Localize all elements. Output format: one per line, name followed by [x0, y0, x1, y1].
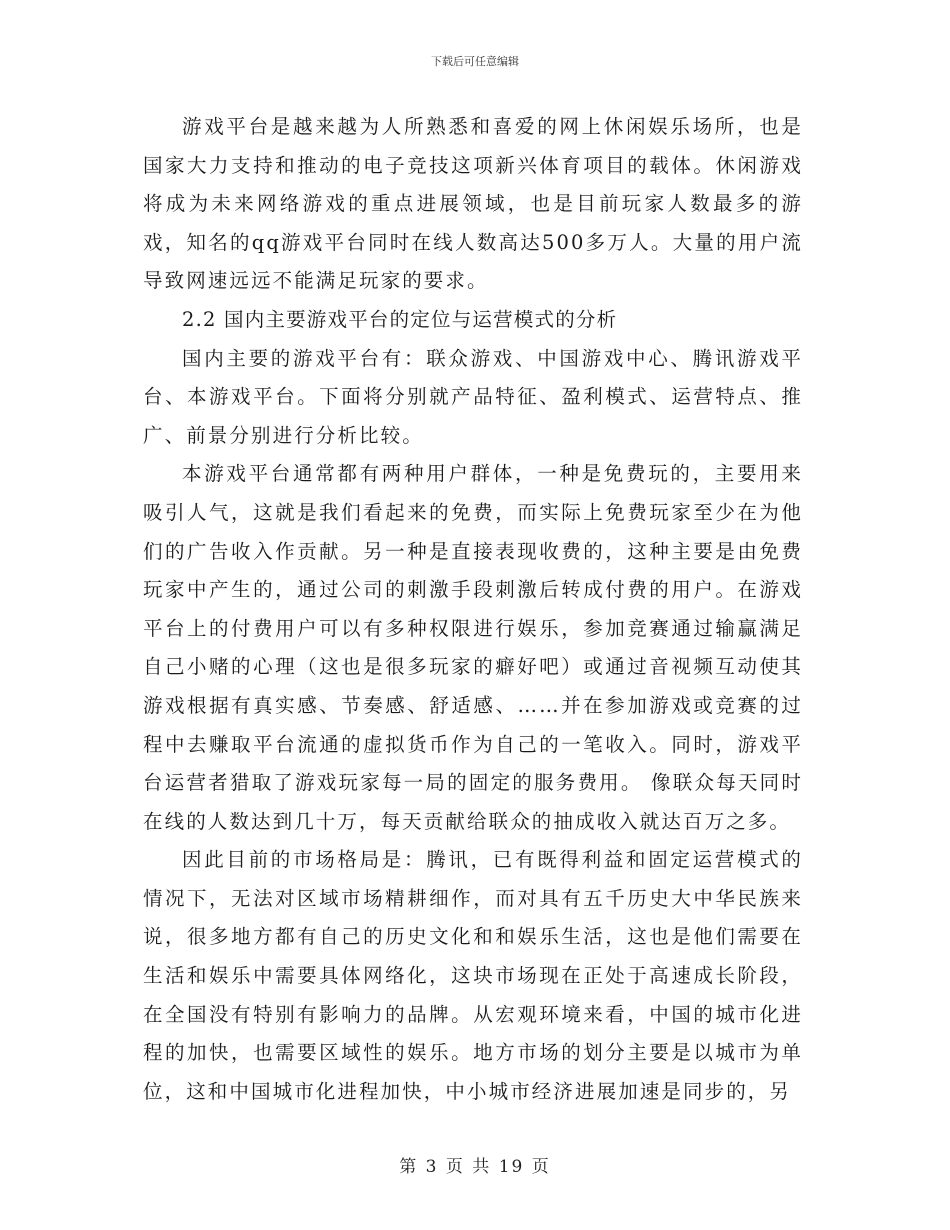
page-footer: 第 3 页 共 19 页 — [399, 1157, 551, 1177]
paragraph-platforms: 国内主要的游戏平台有：联众游戏、中国游戏中心、腾讯游戏平台、本游戏平台。下面将分别就产品特征、盈利模式、运营特点、推广、前景分别进行分析比较。 — [143, 346, 803, 447]
paragraph-market-structure: 因此目前的市场格局是：腾讯，已有既得利益和固定运营模式的情况下，无法对区域市场精耕细作，而对具有五千历史大中华民族来说，很多地方都有自己的历史文化和和娱乐生活，这也是他们需要在生活和娱乐中需要具体网络化，这块市场现在正处于高速成长阶段，在全国没有特别有影响力的品牌。从宏观环境来看，中国的城市化进程的加快，也需要区域性的娱乐。地方市场的划分主要是以城市为单位，这和中国城市化进程加快，中小城市经济进展加速是同步的，另 — [143, 848, 803, 1103]
page-header: 下载后可任意编辑 — [431, 55, 519, 68]
paragraph-intro: 游戏平台是越来越为人所熟悉和喜爱的网上休闲娱乐场所，也是国家大力支持和推动的电子竞技这项新兴体育项目的载体。休闲游戏将成为未来网络游戏的重点进展领域，也是目前玩家人数最多的游戏，知名的qq游戏平台同时在线人数高达500多万人。大量的用户流导致网速远远不能满足玩家的要求。 — [143, 115, 803, 293]
section-heading: 2.2 国内主要游戏平台的定位与运营模式的分析 — [182, 307, 618, 331]
document-body — [143, 108, 803, 1111]
paragraph-user-groups: 本游戏平台通常都有两种用户群体，一种是免费玩的，主要用来吸引人气，这就是我们看起来的免费，而实际上免费玩家至少在为他们的广告收入作贡献。另一种是直接表现收费的，这种主要是由免费玩家中产生的，通过公司的刺激手段刺激后转成付费的用户。在游戏平台上的付费用户可以有多种权限进行娱乐，参加竞赛通过输赢满足自己小赌的心理（这也是很多玩家的癖好吧）或通过音视频互动使其游戏根据有真实感、节奏感、舒适感、……并在参加游戏或竞赛的过程中去赚取平台流通的虚拟货币作为自己的一笔收入。同时，游戏平台运营者猎取了游戏玩家每一局的固定的服务费用。 像联众每天同时在线的人数达到几十万，每天贡献给联众的抽成收入就达百万之多。 — [143, 462, 803, 833]
